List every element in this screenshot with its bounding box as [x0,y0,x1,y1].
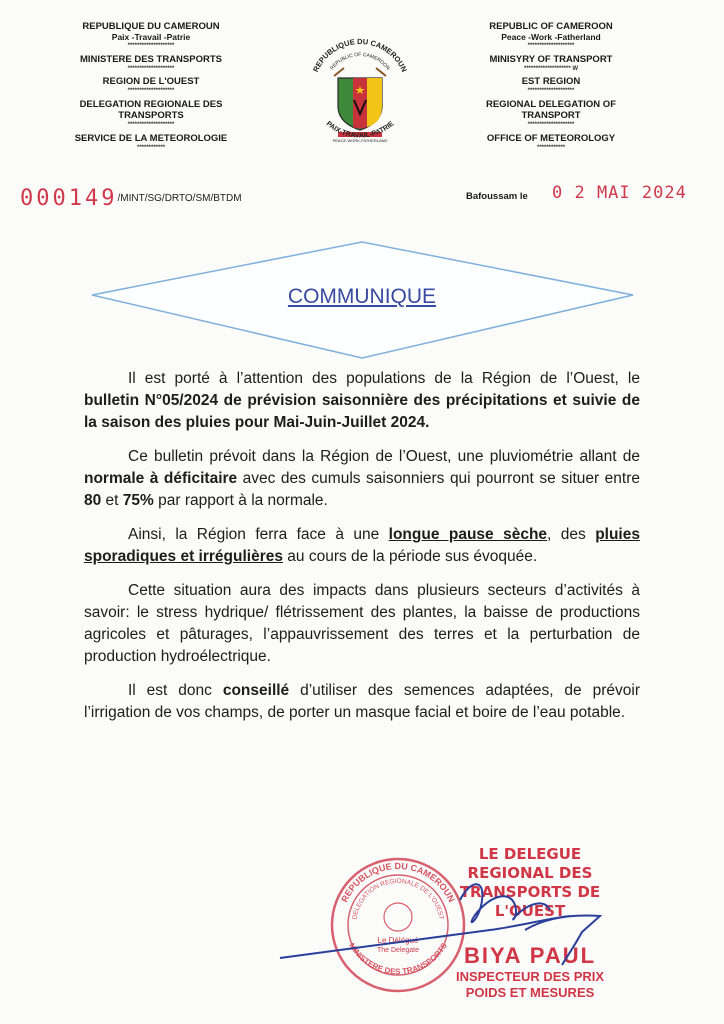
communique-body [84,368,640,736]
paragraph-1 [84,368,640,434]
separator: ******************** [527,42,575,49]
page-title: COMMUNIQUE [287,285,437,308]
delegation-en: REGIONAL DELEGATION OF TRANSPORT [485,99,616,122]
motto-fr: Paix -Travail -Patrie [111,31,191,42]
signatory-line2: TRANSPORTS DE L'OUEST [459,883,601,920]
p2-bold-b: normale à déficitaire [84,470,238,487]
p3-underline-d: pluies sporadiques et irrégulières [84,526,640,565]
delegation-fr: DELEGATION REGIONALE DES TRANSPORTS [79,99,223,122]
stamp-center-top: Le Délégué [377,936,419,945]
republic-en: REPUBLIC OF CAMEROON [489,21,613,32]
handwritten-signature-icon [270,870,630,980]
p2-bold-d: 80 [84,492,102,509]
header-left [56,22,246,157]
crest-top-text: REPUBLIQUE DU CAMEROUN [311,37,409,74]
paragraph-4: Cette situation aura des impacts dans plusieurs secteurs d’activités à savoir: le stress hydrique/ flétrissement des plantes, la baisse de productions agricoles et pâturages, l’appauvrissement des terres et la perturbation de production hydroélectrique. [84,582,640,665]
signatory-title2: POIDS ET MESURES [465,985,595,1000]
region-en: EST REGION [521,76,581,88]
p2-text-a: Ce bulletin prévoit dans la Région de l’Ouest, une pluviométrie allant de [128,448,640,465]
republic-fr: REPUBLIQUE DU CAMEROUN [82,21,220,32]
header-right [456,22,646,157]
p2-text-e: et [101,492,123,509]
p2-text-g: par rapport à la normale. [153,492,328,509]
p2-text-c: avec des cumuls saisonniers qui pourront se situer entre [237,470,640,487]
stamp-inner-text: DELEGATION REGIONALE DE L'OUEST [351,877,445,921]
ministry-en: MINISYRY OF TRANSPORT [489,53,613,65]
service-fr: SERVICE DE LA METEOROLOGIE [74,132,228,144]
paragraph-2 [84,446,640,512]
paragraph-3 [84,524,640,568]
p3-underline-b: longue pause sèche [388,526,548,543]
signatory-line1: LE DELEGUE REGIONAL DES [467,845,593,882]
p3-text-c: , des [547,526,596,543]
place: Bafoussam le [466,191,528,202]
reference-code: /MINT/SG/DRTO/SM/BTDM [117,193,242,204]
p2-bold-f: 75% [122,492,154,509]
p5-bold-b: conseillé [222,682,290,699]
p5-text-a: Il est donc [128,682,223,699]
separator: ******************** [527,122,575,129]
paragraph-5 [84,680,640,724]
crest-bottom-small: PEACE-WORK-FATHERLAND [332,138,388,143]
office-en: OFFICE OF METEOROLOGY [486,132,616,144]
reference-line [20,186,242,211]
coat-of-arms-icon [300,28,420,148]
region-fr: REGION DE L'OUEST [102,76,200,88]
separator: ******************** [127,122,175,129]
p1-text: Il est porté à l’attention des populations de la Région de l’Ouest, le [128,370,640,387]
p5-text-c: d’utiliser des semences adaptées, de prévoir l’irrigation de vos champs, de porter un masque facial et boire de l’eau potable. [84,682,640,721]
stamp-outer-text: REPUBLIQUE DU CAMEROUN [339,860,457,904]
signatory-name: BIYA PAUL [463,943,597,968]
date-stamp: 0 2 MAI 2024 [552,183,687,203]
crest-inner-text: REPUBLIC OF CAMEROON [329,51,391,72]
stamp-lower-text: MINISTERE DES TRANSPORTS [347,941,449,977]
separator: ******************** [527,88,575,95]
signatory-title1: INSPECTEUR DES PRIX [455,969,605,984]
separator: ************ [536,144,566,151]
p3-text-a: Ainsi, la Région ferra face à une [128,526,389,543]
separator: ************ [136,144,166,151]
p3-text-e: au cours de la période sus évoquée. [283,548,538,565]
separator: ******************** W [523,65,579,72]
ministry-fr: MINISTERE DES TRANSPORTS [80,53,222,65]
separator: ******************** [127,88,175,95]
crest-bottom-text: PAIX-TRAVAIL-PATRIE [324,120,396,140]
reference-number: 000149 [20,186,118,211]
motto-en: Peace -Work -Fatherland [501,31,601,42]
separator: ******************** [127,42,175,49]
separator: ******************** [127,65,175,72]
svg-text:REPUBLIC OF CAMEROON [329,52,391,72]
stamp-center-bottom: The Delegate [376,947,420,954]
p1-bold: bulletin N°05/2024 de prévision saisonnière des précipitations et suivie de la saison des pluies pour Mai-Juin-Juillet 2024. [84,392,640,431]
